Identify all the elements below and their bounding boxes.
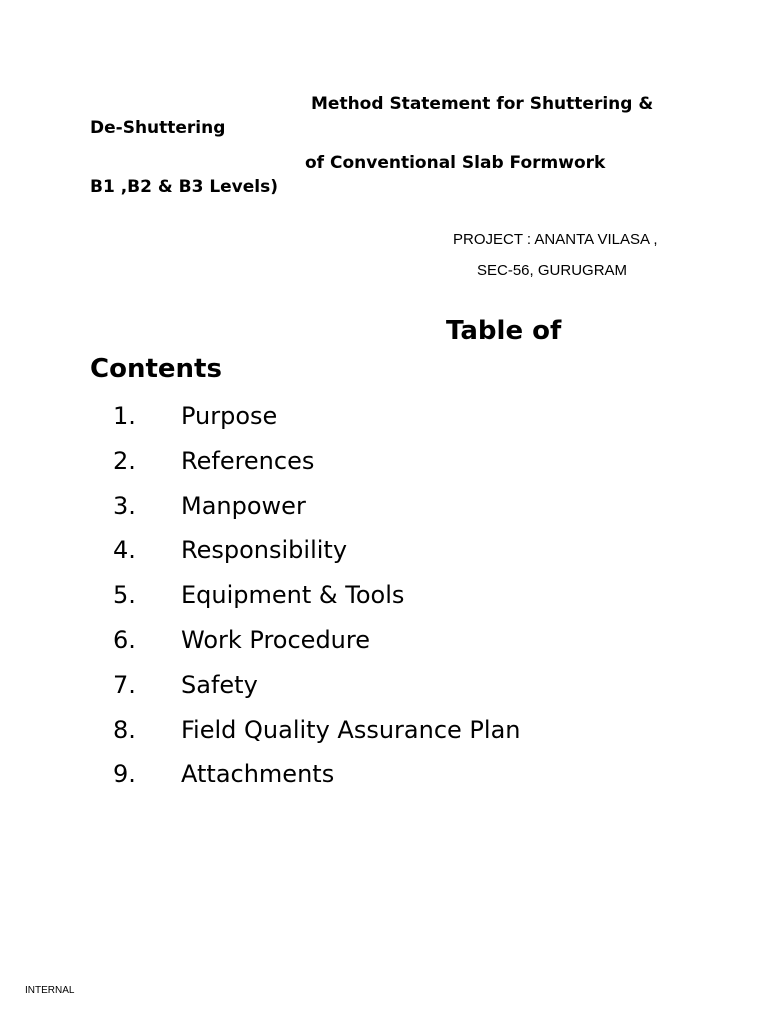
toc-item-label: Safety <box>181 670 258 699</box>
toc-item-number: 5. <box>113 581 136 610</box>
toc-item-label: Work Procedure <box>181 625 370 654</box>
toc-item-label: References <box>181 446 315 475</box>
toc-item-number: 9. <box>113 760 136 789</box>
title-line-4: B1 ,B2 & B3 Levels) <box>90 177 279 197</box>
title-line-3: of Conventional Slab Formwork <box>305 153 606 173</box>
toc-item-number: 2. <box>113 446 136 475</box>
toc-item-number: 8. <box>113 715 136 744</box>
toc-item-number: 3. <box>113 491 136 520</box>
classification-label: INTERNAL <box>25 985 75 996</box>
toc-item-label: Equipment & Tools <box>181 581 405 610</box>
toc-item-number: 1. <box>113 402 136 430</box>
toc-item-label: Responsibility <box>181 536 348 565</box>
project-line-2: SEC-56, GURUGRAM <box>477 262 628 279</box>
toc-item-number: 6. <box>113 625 136 654</box>
toc-item-label: Field Quality Assurance Plan <box>181 715 521 744</box>
toc-item-label: Attachments <box>181 760 335 789</box>
toc-item-number: 4. <box>113 536 136 565</box>
toc-heading-line-2: Contents <box>90 354 222 384</box>
toc-item-number: 7. <box>113 670 136 699</box>
toc-item-label: Purpose <box>181 402 278 430</box>
toc-item-label: Manpower <box>181 491 306 520</box>
toc-heading-line-1: Table of <box>446 316 562 346</box>
title-line-2: De-Shuttering <box>90 118 226 138</box>
project-line-1: PROJECT : ANANTA VILASA , <box>453 231 658 248</box>
title-line-1: Method Statement for Shuttering & <box>311 94 654 114</box>
